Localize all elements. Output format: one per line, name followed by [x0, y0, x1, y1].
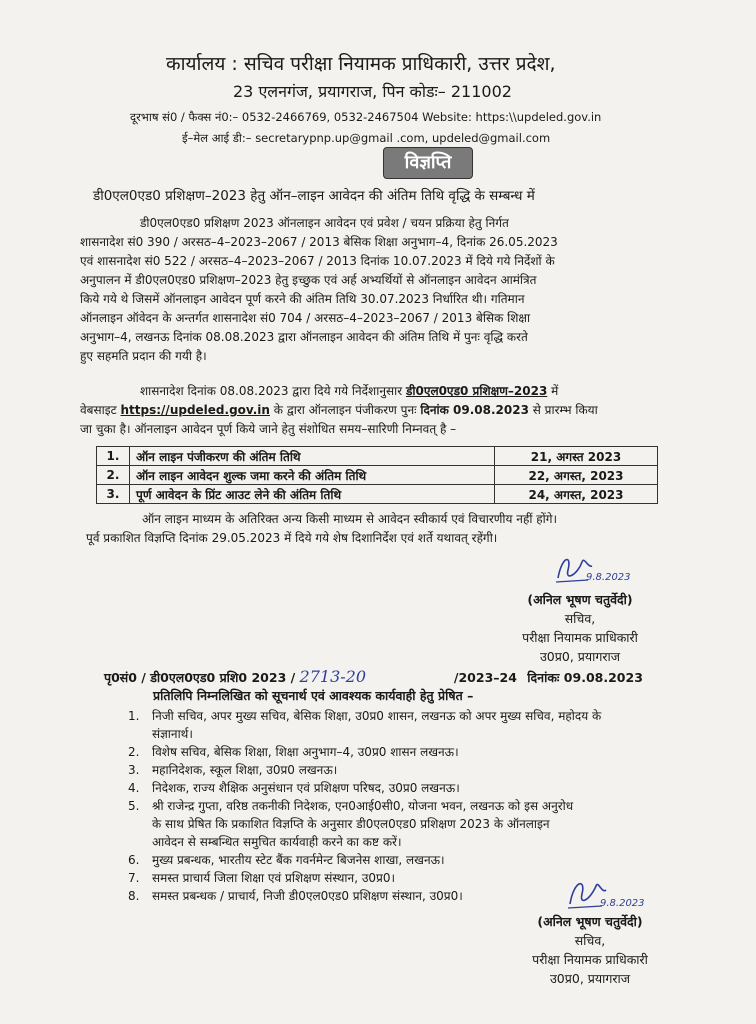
- office-email: ई–मेल आई डी:– secretarypnp.up@gmail .com, updeled@gmail.com: [182, 131, 551, 145]
- schedule-date: 22, अगस्त, 2023: [495, 466, 658, 485]
- para2-text: में: [547, 384, 559, 398]
- schedule-no: 3.: [97, 485, 130, 504]
- schedule-no: 1.: [97, 447, 130, 466]
- list-item-number: 8.: [128, 889, 140, 903]
- signatory-place: उ0प्र0, प्रयागराज: [539, 649, 621, 664]
- signature-block-2: [490, 912, 690, 988]
- list-item-text: संज्ञानार्थ।: [152, 727, 193, 741]
- list-item-text: के साथ प्रेषित कि प्रकाशित विज्ञप्ति के अनुसार डी0एल0एड0 प्रशिक्षण 2023 के ऑनलाइन: [152, 817, 550, 831]
- list-item: [128, 851, 601, 869]
- schedule-no: 2.: [97, 466, 130, 485]
- list-item: [128, 779, 601, 797]
- list-item-text: निजी सचिव, अपर मुख्य सचिव, बेसिक शिक्षा, उ0प्र0 शासन, लखनऊ को अपर मुख्य सचिव, महोदय के: [152, 709, 602, 723]
- list-item-number: 2.: [128, 745, 140, 759]
- course-name-bold: डी0एल0एड0 प्रशिक्षण–2023: [405, 384, 548, 398]
- signature-scribble-1: [548, 548, 638, 592]
- handwritten-dispatch-no: 2713-20: [299, 667, 367, 686]
- signatory-name: (अनिल भूषण चतुर्वेदी): [537, 914, 643, 929]
- notice-title: विज्ञप्ति: [404, 152, 452, 173]
- notice-subject: डी0एल0एड0 प्रशिक्षण–2023 हेतु ऑन–लाइन आवेदन की अंतिम तिथि वृद्धि के सम्बन्ध में: [93, 188, 535, 204]
- restart-date-bold: दिनांक 09.08.2023: [420, 403, 529, 417]
- signatory-place: उ0प्र0, प्रयागराज: [549, 971, 631, 986]
- reference-date: दिनांकः 09.08.2023: [527, 670, 643, 685]
- list-item-number: 5.: [128, 799, 140, 813]
- copy-list: [128, 707, 601, 905]
- paragraph-2: [80, 382, 680, 439]
- list-item-text: समस्त प्राचार्य जिला शिक्षा एवं प्रशिक्षण संस्थान, उ0प्र0।: [152, 871, 396, 885]
- para1-line: एवं शासनादेश सं0 522 / अरसठ–4–2023–2067 / 2013 दिनांक 10.07.2023 में दिये गये निर्देशों के: [80, 254, 555, 268]
- para1-line: ऑनलाइन ऑवेदन के अन्तर्गत शासनादेश सं0 704 / अरसठ–4–2023–2067 / 2013 बेसिक शिक्षा: [80, 311, 531, 325]
- list-item-text: आवेदन से सम्बन्धित समुचित कार्यवाही करने का कष्ट करें।: [152, 835, 402, 849]
- notice-title-box: [383, 147, 473, 179]
- list-item-number: 3.: [128, 763, 140, 777]
- para3-line: ऑन लाइन माध्यम के अतिरिक्त अन्य किसी माध्यम से आवेदन स्वीकार्य एवं विचारणीय नहीं होंगे।: [142, 512, 558, 526]
- list-item-number: 1.: [128, 709, 140, 723]
- office-heading: कार्यालय : सचिव परीक्षा नियामक प्राधिकारी, उत्तर प्रदेश,: [166, 53, 556, 75]
- schedule-task: ऑन लाइन आवेदन शुल्क जमा करने की अंतिम तिथि: [130, 466, 495, 485]
- table-row: [97, 447, 658, 466]
- para1-line: अनुपालन में डी0एल0एड0 प्रशिक्षण–2023 हेतु इच्छुक एवं अर्ह अभ्यर्थियों से ऑनलाइन आवेदन आमंत्रित: [80, 273, 537, 287]
- office-address: 23 एलनगंज, प्रयागराज, पिन कोडः– 211002: [233, 82, 512, 101]
- list-item: [128, 797, 601, 851]
- office-phone: दूरभाष सं0 / फैक्स नं0:– 0532-2466769, 0532-2467504 Website: https:\\updeled.gov.in: [130, 110, 602, 124]
- para2-text: से प्रारम्भ किया: [528, 403, 598, 417]
- list-item-number: 7.: [128, 871, 140, 885]
- paragraph-1: [80, 214, 680, 366]
- signature-scribble-2: [560, 872, 650, 916]
- list-item-text: महानिदेशक, स्कूल शिक्षा, उ0प्र0 लखनऊ।: [152, 763, 338, 777]
- para2-text: शासनादेश दिनांक 08.08.2023 द्वारा दिये गये निर्देशानुसार: [140, 384, 406, 398]
- para1-line: अनुभाग–4, लखनऊ दिनांक 08.08.2023 द्वारा ऑनलाइन आवेदन की अंतिम तिथि में पुनः वृद्धि करते: [80, 330, 528, 344]
- schedule-task: ऑन लाइन पंजीकरण की अंतिम तिथि: [130, 447, 495, 466]
- signatory-post: सचिव,: [574, 933, 606, 948]
- reference-line: [104, 667, 643, 686]
- list-item-text: विशेष सचिव, बेसिक शिक्षा, शिक्षा अनुभाग–4, उ0प्र0 शासन लखनऊ।: [152, 745, 459, 759]
- para1-line: हुए सहमति प्रदान की गयी है।: [80, 349, 207, 363]
- schedule-date: 24, अगस्त, 2023: [495, 485, 658, 504]
- para2-line-2: [80, 401, 680, 420]
- list-item: [128, 761, 601, 779]
- para2-text: वेबसाइट: [80, 403, 121, 417]
- para2-text: के द्वारा ऑनलाइन पंजीकरण पुनः: [269, 403, 421, 417]
- signatory-office: परीक्षा नियामक प्राधिकारी: [522, 630, 638, 645]
- signature-block-1: [480, 590, 680, 666]
- table-row: [97, 466, 658, 485]
- list-item-text: मुख्य प्रबन्धक, भारतीय स्टेट बैंक गवर्नमेन्ट बिजनेस शाखा, लखनऊ।: [152, 853, 445, 867]
- list-item: [128, 707, 601, 743]
- paragraph-3: [86, 510, 706, 548]
- list-item-text: समस्त प्रबन्धक / प्राचार्य, निजी डी0एल0एड0 प्रशिक्षण संस्थान, उ0प्र0।: [152, 889, 463, 903]
- list-item-text: श्री राजेन्द्र गुप्ता, वरिष्ठ तकनीकी निदेशक, एन0आई0सी0, योजना भवन, लखनऊ को इस अनुरोध: [152, 799, 574, 813]
- schedule-date: 21, अगस्त 2023: [495, 447, 658, 466]
- copy-heading: प्रतिलिपि निम्नलिखित को सूचनार्थ एवं आवश्यक कार्यवाही हेतु प्रेषित –: [153, 688, 474, 703]
- para1-line: किये गये थे जिसमें ऑनलाइन आवेदन पूर्ण करने की अंतिम तिथि 30.07.2023 निर्धारित थी। गतिमान: [80, 292, 525, 306]
- schedule-task: पूर्ण आवेदन के प्रिंट आउट लेने की अंतिम तिथि: [130, 485, 495, 504]
- schedule-table: [96, 446, 658, 504]
- signature-date-2: 9.8.2023: [600, 898, 645, 909]
- website-link[interactable]: https://updeled.gov.in: [120, 403, 270, 417]
- table-row: [97, 485, 658, 504]
- list-item: [128, 869, 601, 887]
- list-item: [128, 743, 601, 761]
- signatory-post: सचिव,: [564, 611, 596, 626]
- list-item-number: 4.: [128, 781, 140, 795]
- list-item-text: निदेशक, राज्य शैक्षिक अनुसंधान एवं प्रशिक्षण परिषद, उ0प्र0 लखनऊ।: [152, 781, 460, 795]
- signature-date-1: 9.8.2023: [586, 572, 631, 583]
- para2-line-3: जा चुका है। ऑनलाइन आवेदन पूर्ण किये जाने हेतु संशोधित समय–सारिणी निम्नवत् है –: [80, 422, 457, 436]
- para1-line: शासनादेश सं0 390 / अरसठ–4–2023–2067 / 2013 बेसिक शिक्षा अनुभाग–4, दिनांक 26.05.2023: [80, 235, 558, 249]
- signatory-office: परीक्षा नियामक प्राधिकारी: [532, 952, 648, 967]
- para1-line: डी0एल0एड0 प्रशिक्षण 2023 ऑनलाइन आवेदन एवं प्रवेश / चयन प्रक्रिया हेतु निर्गत: [140, 216, 509, 230]
- para3-line: पूर्व प्रकाशित विज्ञप्ति दिनांक 29.05.2023 में दिये गये शेष दिशानिर्देश एवं शर्ते यथावत् रहेंगी।: [86, 531, 498, 545]
- list-item: [128, 887, 601, 905]
- para2-line-1: [80, 382, 680, 401]
- signatory-name: (अनिल भूषण चतुर्वेदी): [527, 592, 633, 607]
- reference-prefix: पृ0सं0 / डी0एल0एड0 प्रशि0 2023 /: [104, 670, 296, 685]
- reference-year: /2023–24: [453, 670, 517, 685]
- list-item-number: 6.: [128, 853, 140, 867]
